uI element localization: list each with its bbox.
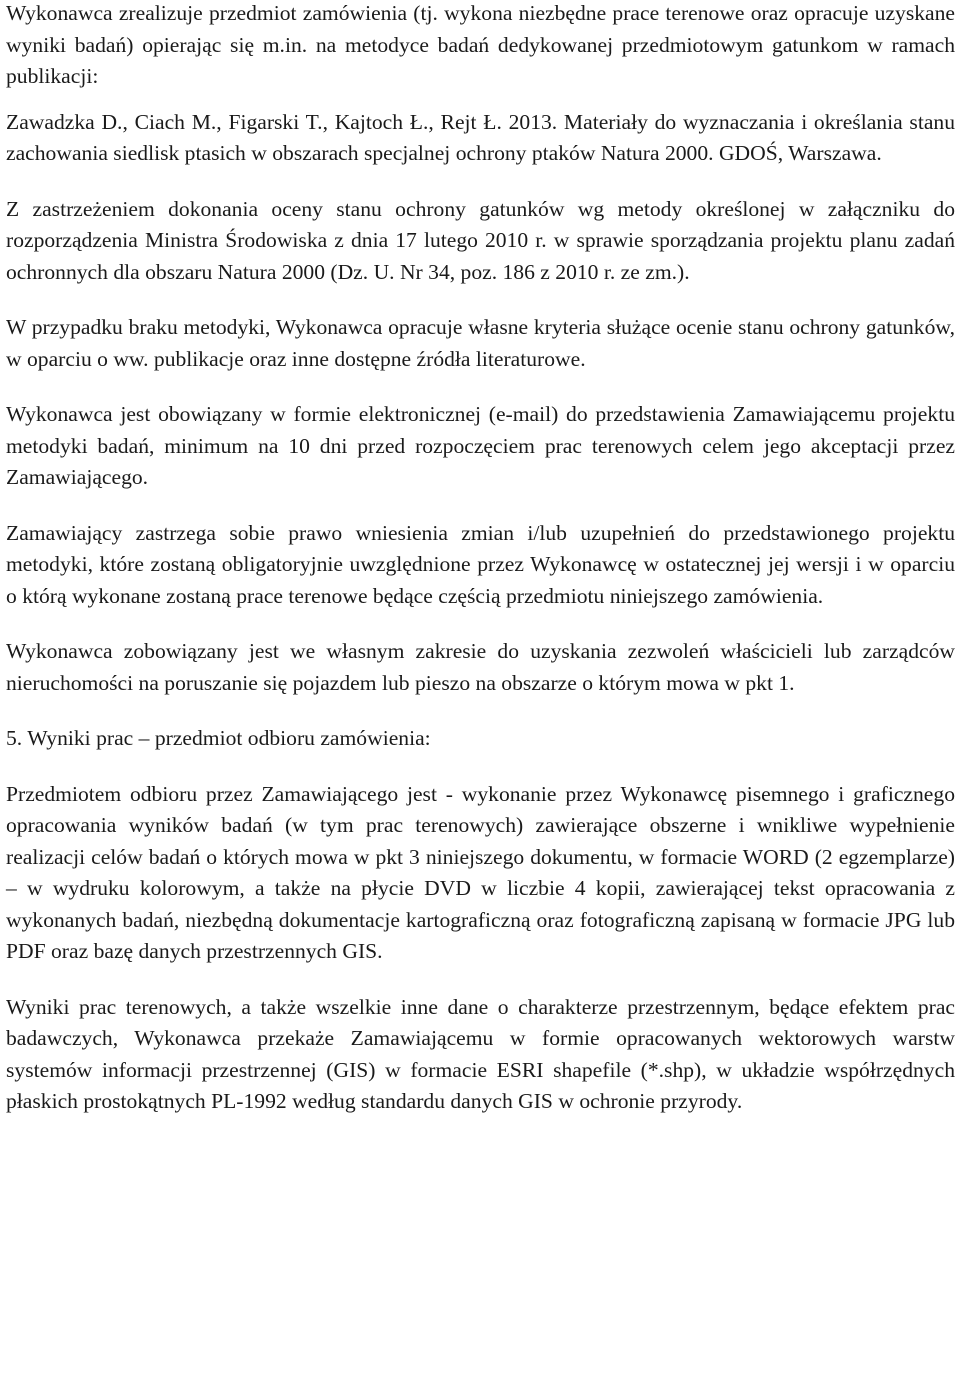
paragraph-assessment-reservation: Z zastrzeżeniem dokonania oceny stanu ochrony gatunków wg metody określonej w załączniku do rozporządzenia Ministra Środowiska z dnia 17 lutego 2010 r. w sprawie sporządzania projektu planu zadań ochronnych dla obszaru Natura 2000 (Dz. U. Nr 34, poz. 186 z 2010 r. ze zm.). <box>6 196 955 284</box>
document-page <box>6 0 955 1142</box>
paragraph-acceptance-scope: Przedmiotem odbioru przez Zamawiającego jest - wykonanie przez Wykonawcę pisemnego i graficznego opracowania wyników badań (w tym prac terenowych) zawierające obszerne i wnikliwe wypełnienie realizacji celów badań o których mowa w pkt 3 niniejszego dokumentu, w formacie WORD (2 egzemplarze) – w wydruku kolorowym, a także na płycie DVD w liczbie 4 kopii, zawierającej tekst opracowania z wykonanych badań, niezbędną dokumentacje kartograficzną oraz fotograficzną zapisaną w formacie JPG lub PDF oraz bazę danych przestrzennych GIS. <box>6 781 955 963</box>
paragraph-methodology-submission: Wykonawca jest obowiązany w formie elektronicznej (e-mail) do przedstawienia Zamawiającemu projektu metodyki badań, minimum na 10 dni przed rozpoczęciem prac terenowych celem jego akceptacji przez Zamawiającego. <box>6 402 955 489</box>
paragraph-gis-delivery: Wyniki prac terenowych, a także wszelkie inne dane o charakterze przestrzennym, będące efektem prac badawczych, Wykonawca przekaże Zamawiającemu w formie opracowanych wektorowych warstw systemów informacji przestrzennej (GIS) w formacie ESRI shapefile (*.shp), w układzie współrzędnych płaskich prostokątnych PL-1992 według standardu danych GIS w ochronie przyrody. <box>6 994 955 1113</box>
paragraph-reference-citation: Zawadzka D., Ciach M., Figarski T., Kajtoch Ł., Rejt Ł. 2013. Materiały do wyznaczania i określania stanu zachowania siedlisk ptasich w obszarach specjalnej ochrony ptaków Natura 2000. GDOŚ, Warszawa. <box>6 109 955 165</box>
paragraph-methodology-intro: Wykonawca zrealizuje przedmiot zamówienia (tj. wykona niezbędne prace terenowe oraz opracuje uzyskane wyniki badań) opierając się m.in. na metodyce badań dedykowanej przedmiotowym gatunkom w ramach publikacji: <box>6 1 955 88</box>
paragraph-permits: Wykonawca zobowiązany jest we własnym zakresie do uzyskania zezwoleń właścicieli lub zarządców nieruchomości na poruszanie się pojazdem lub pieszo na obszarze o którym mowa w pkt 1. <box>6 639 955 695</box>
section-heading-results: 5. Wyniki prac – przedmiot odbioru zamówienia: <box>6 726 431 750</box>
paragraph-client-changes: Zamawiający zastrzega sobie prawo wniesienia zmian i/lub uzupełnień do przedstawionego projektu metodyki, które zostaną obligatoryjnie uwzględnione przez Wykonawcę w ostatecznej jej wersji i w oparciu o którą wykonane zostaną prace terenowe będące częścią przedmiotu niniejszego zamówienia. <box>6 520 955 608</box>
paragraph-missing-methodology: W przypadku braku metodyki, Wykonawca opracuje własne kryteria służące ocenie stanu ochrony gatunków, w oparciu o ww. publikacje oraz inne dostępne źródła literaturowe. <box>6 315 955 371</box>
